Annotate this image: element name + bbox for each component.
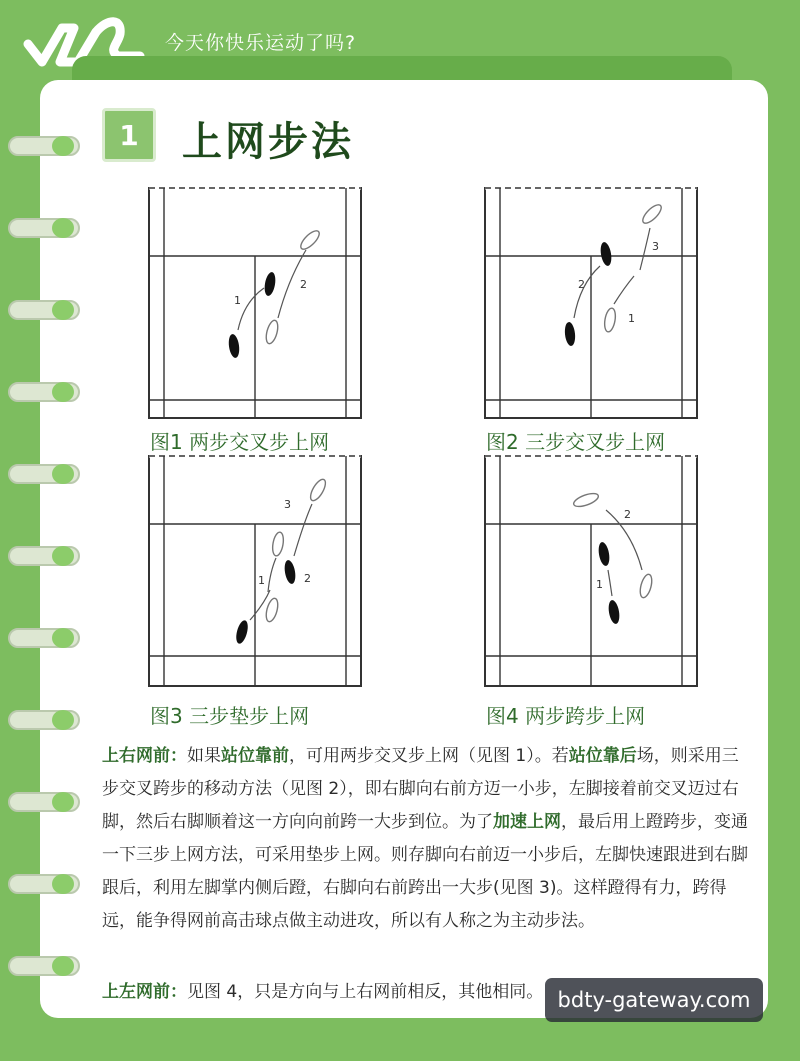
section-number-badge: 1: [102, 108, 156, 162]
step-label: 1: [234, 294, 241, 307]
paragraph-label: 上左网前：: [102, 982, 187, 1002]
binder-ring: [8, 382, 80, 402]
step-label: 1: [258, 574, 265, 587]
paragraph-label: 上右网前：: [102, 746, 187, 766]
figure-caption-1: 图1 两步交叉步上网: [150, 430, 330, 454]
content-card: [40, 80, 768, 1018]
binder-ring: [8, 218, 80, 238]
binder-ring: [8, 546, 80, 566]
step-label: 2: [304, 572, 311, 585]
watermark: bdty-gateway.com: [545, 978, 763, 1022]
step-label: 2: [300, 278, 307, 291]
binder-ring: [8, 710, 80, 730]
highlight-text: 加速上网: [493, 812, 561, 832]
binder-ring: [8, 136, 80, 156]
court-diagram-4: [484, 452, 698, 688]
court-diagram-3: [148, 452, 362, 688]
section-title: 上网步法: [182, 119, 354, 165]
paragraph-right-net: [102, 740, 752, 938]
paragraph-text: ，最后用上蹬跨步，变通一下三步上网方法，可采用垫步上网。则存脚向右前迈一小步后，左脚快速跟进到右脚跟后，利用左脚掌内侧后蹬，右脚向右前跨出一大步(见图 3)。这样蹬得有力，跨得远，能争得网前高击球点做主动进攻，所以有人称之为主动步法。: [102, 812, 748, 931]
binder-ring: [8, 874, 80, 894]
binder-ring: [8, 300, 80, 320]
figure-caption-2: 图2 三步交叉步上网: [486, 430, 666, 454]
figure-caption-4: 图4 两步跨步上网: [486, 704, 646, 728]
paragraph-text: ，可用两步交叉步上网（见图 1）。若: [289, 746, 569, 766]
header-slogan: 今天你快乐运动了吗?: [165, 32, 357, 54]
binder-ring: [8, 464, 80, 484]
binder-ring: [8, 792, 80, 812]
step-label: 3: [652, 240, 659, 253]
binder-ring: [8, 628, 80, 648]
court-diagram-2: [484, 184, 698, 420]
step-label: 1: [628, 312, 635, 325]
highlight-text: 站位靠后: [568, 746, 637, 766]
paragraph-text: 见图 4，只是方向与上右网前相反，其他相同。: [187, 982, 544, 1002]
step-label: 2: [624, 508, 631, 521]
step-label: 1: [596, 578, 603, 591]
paragraph-text: 场，则采用三步交叉跨步的移动方法（见图 2），即右脚向右前方迈一小步，左脚接着前交叉迈过右脚，然后右脚顺着这一方向向前跨一大步到位。为了: [102, 746, 739, 832]
step-label: 3: [284, 498, 291, 511]
step-label: 2: [578, 278, 585, 291]
figure-caption-3: 图3 三步垫步上网: [150, 704, 310, 728]
highlight-text: 站位靠前: [221, 746, 289, 766]
paragraph-text: 如果: [187, 746, 221, 766]
court-diagram-1: [148, 184, 362, 420]
binder-ring: [8, 956, 80, 976]
